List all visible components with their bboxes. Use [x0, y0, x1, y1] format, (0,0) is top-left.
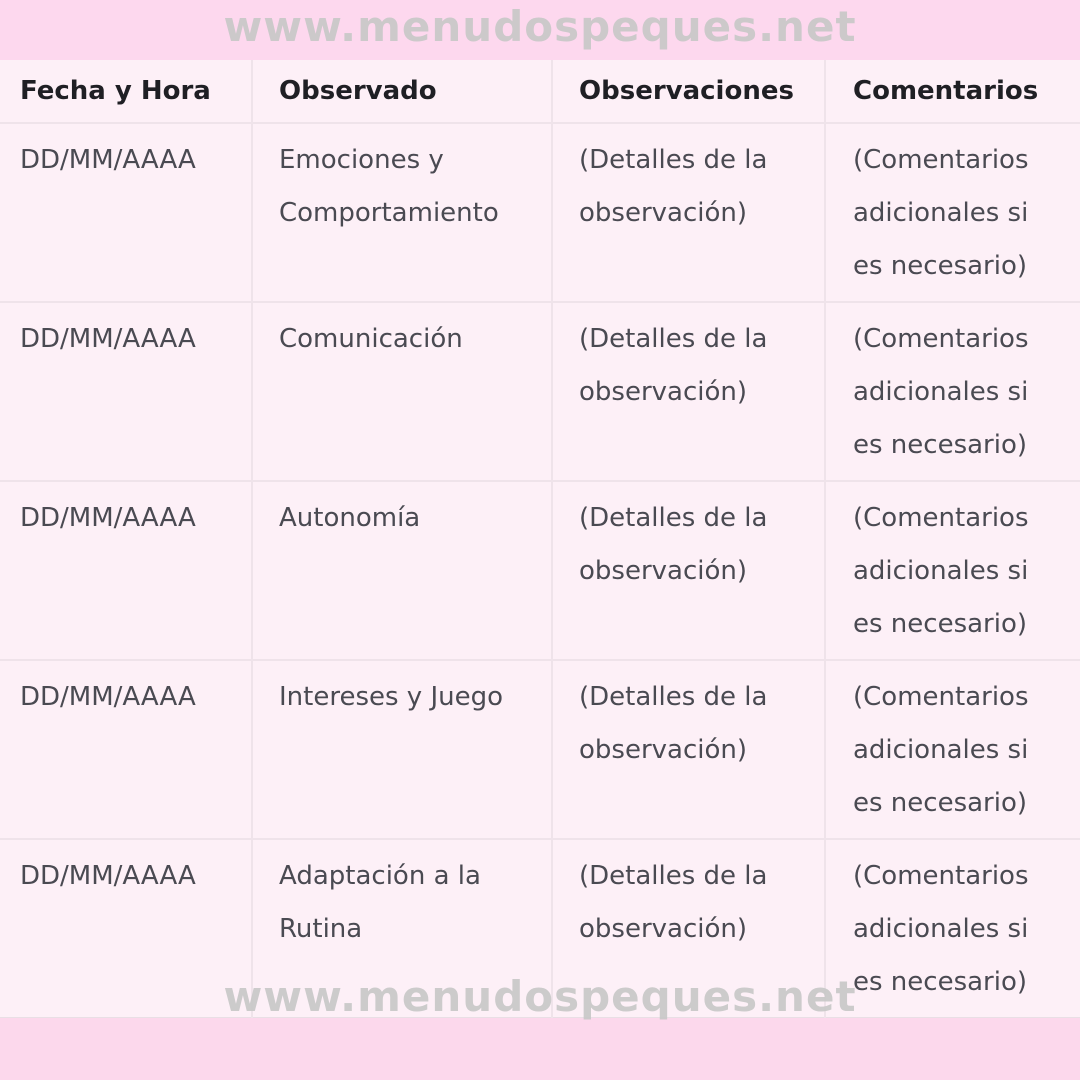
- cell-text: DD/MM/AAAA: [20, 682, 196, 712]
- header-observado: Observado: [252, 60, 552, 123]
- watermark-bottom: www.menudospeques.net: [223, 972, 857, 1021]
- cell-text: DD/MM/AAAA: [20, 145, 196, 175]
- cell-comentarios: [825, 302, 1080, 481]
- cell-comentarios: [825, 481, 1080, 660]
- cell-comentarios: [825, 123, 1080, 302]
- cell-text: (Comentarios adicionales si es necesario): [853, 503, 1029, 639]
- cell-observaciones: [552, 302, 825, 481]
- table-row: [0, 123, 1080, 302]
- cell-text: Comunicación: [279, 324, 463, 354]
- cell-fecha: [0, 839, 252, 1018]
- table-header-row: [0, 60, 1080, 123]
- cell-comentarios: [825, 660, 1080, 839]
- cell-text: (Comentarios adicionales si es necesario): [853, 682, 1029, 818]
- table-row: [0, 481, 1080, 660]
- cell-fecha: [0, 302, 252, 481]
- cell-text: (Comentarios adicionales si es necesario): [853, 861, 1029, 997]
- cell-observaciones: [552, 839, 825, 1018]
- cell-observaciones: [552, 660, 825, 839]
- cell-observado: [252, 302, 552, 481]
- table-row: [0, 660, 1080, 839]
- header-comentarios: Comentarios: [825, 60, 1080, 123]
- cell-text: Emociones y Comportamiento: [279, 145, 499, 228]
- cell-text: DD/MM/AAAA: [20, 861, 196, 891]
- cell-text: Autonomía: [279, 503, 421, 533]
- cell-comentarios: [825, 839, 1080, 1018]
- cell-text: Intereses y Juego: [279, 682, 504, 712]
- cell-text: Adaptación a la Rutina: [279, 861, 481, 944]
- cell-fecha: [0, 123, 252, 302]
- cell-fecha: [0, 481, 252, 660]
- cell-text: (Detalles de la observación): [579, 145, 768, 228]
- cell-text: DD/MM/AAAA: [20, 503, 196, 533]
- cell-text: (Detalles de la observación): [579, 324, 768, 407]
- top-band: [0, 0, 1080, 60]
- cell-observado: [252, 123, 552, 302]
- cell-text: (Detalles de la observación): [579, 682, 768, 765]
- table-row: [0, 302, 1080, 481]
- cell-observado: [252, 481, 552, 660]
- cell-text: (Comentarios adicionales si es necesario): [853, 145, 1029, 281]
- cell-text: DD/MM/AAAA: [20, 324, 196, 354]
- watermark-top: www.menudospeques.net: [223, 2, 857, 51]
- cell-text: (Detalles de la observación): [579, 503, 768, 586]
- cell-observado: [252, 660, 552, 839]
- cell-observaciones: [552, 481, 825, 660]
- cell-observado: [252, 839, 552, 1018]
- cell-text: (Detalles de la observación): [579, 861, 768, 944]
- observation-table: [0, 60, 1080, 1018]
- cell-fecha: [0, 660, 252, 839]
- header-observaciones: Observaciones: [552, 60, 825, 123]
- cell-observaciones: [552, 123, 825, 302]
- cell-text: (Comentarios adicionales si es necesario): [853, 324, 1029, 460]
- table-row: [0, 839, 1080, 1018]
- bottom-band: [0, 1018, 1080, 1080]
- header-fecha-hora: Fecha y Hora: [0, 60, 252, 123]
